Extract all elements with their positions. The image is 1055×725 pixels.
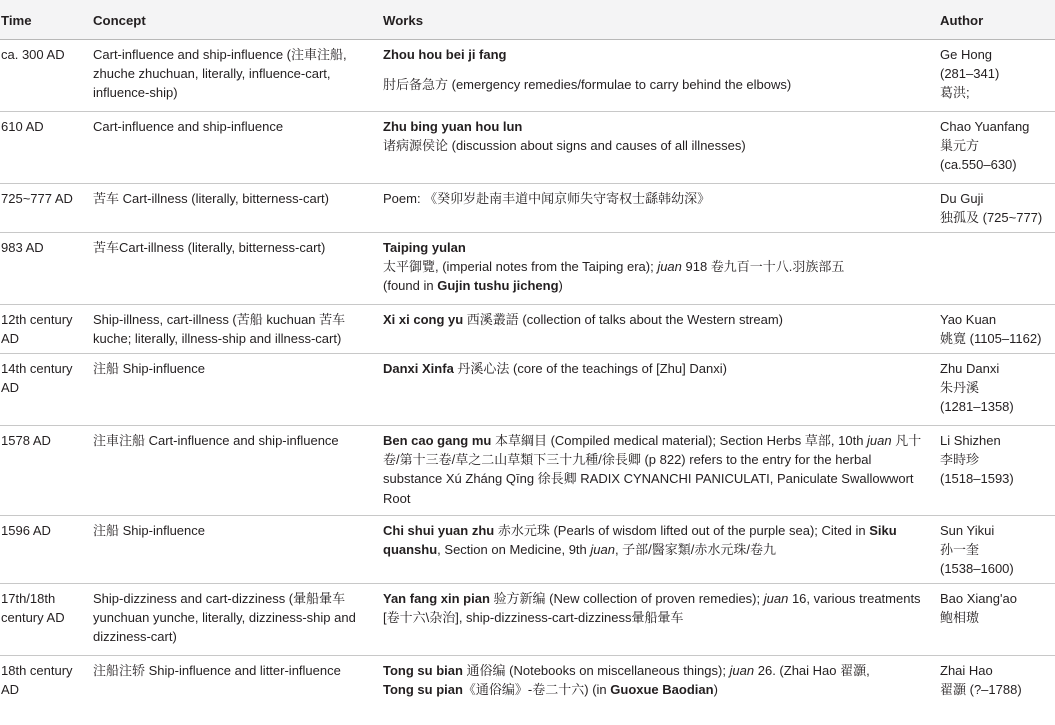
work-desc-part: 验方新编 (New collection of proven remedies); bbox=[489, 590, 764, 606]
cell-concept: Cart-influence and ship-influence bbox=[85, 112, 375, 184]
work-desc: 西溪叢語 (collection of talks about the Western stream) bbox=[463, 312, 784, 327]
cell-works bbox=[375, 516, 932, 584]
work-desc-part: 太平御覽, (imperial notes from the Taiping era); bbox=[383, 259, 658, 275]
cell-concept: 注船注轿 Ship-influence and litter-influence bbox=[93, 662, 341, 678]
author-name: Bao Xiang'ao bbox=[940, 590, 1017, 606]
cell-author bbox=[932, 583, 1055, 655]
table-header bbox=[0, 0, 1055, 40]
work-line bbox=[383, 680, 924, 699]
work-desc bbox=[383, 257, 924, 276]
cell-concept: Ship-illness, cart-illness (苦船 kuchuan 苦车 kuche; literally, illness-ship and illness-cart) bbox=[85, 305, 375, 354]
work-title: Ben cao gang mu bbox=[383, 433, 492, 448]
work-ref: Gujin tushu jicheng bbox=[437, 278, 559, 294]
table-row bbox=[0, 516, 1055, 584]
work-juan: juan bbox=[763, 590, 789, 606]
table-row bbox=[0, 184, 1055, 233]
cell-author bbox=[932, 40, 1055, 112]
cell-time: 1578 AD bbox=[0, 426, 85, 516]
header-author: Author bbox=[932, 0, 1055, 40]
header-works: Works bbox=[375, 0, 932, 40]
cell-works: Poem: 《癸卯岁赴南丰道中闻京师失守寄权士繇韩幼深》 bbox=[375, 184, 932, 233]
cell-author bbox=[932, 426, 1055, 516]
author-chinese: 朱丹溪 bbox=[940, 380, 980, 396]
author-name: Sun Yikui bbox=[940, 523, 995, 538]
table-row bbox=[0, 583, 1055, 655]
table-row bbox=[0, 112, 1055, 184]
author-chinese: 李時珍 bbox=[940, 452, 980, 468]
cell-works bbox=[375, 354, 932, 426]
author-chinese: 孙一奎 bbox=[940, 542, 980, 558]
work-desc-part: 凡十卷/第十三卷/草之二山草類下三十九種/徐長卿 (p 822) refers to the entry for the herbal substance Xú Zháng Qīng 徐長卿 RADIX CYNANCHI PANICULATI, Paniculate Swallowwort Root bbox=[383, 433, 922, 506]
cell-author bbox=[932, 305, 1055, 354]
cell-concept: 注船 Ship-influence bbox=[85, 354, 375, 426]
cell-time: 18th century AD bbox=[1, 662, 73, 697]
author-dates: (281–341) bbox=[940, 66, 1000, 82]
cell-concept: 苦车Cart-illness (literally, bitterness-cart) bbox=[85, 233, 375, 305]
author-name: Ge Hong bbox=[940, 47, 993, 62]
author-chinese: 巢元方 bbox=[940, 138, 980, 154]
work-desc-part: 918 卷九百一十八.羽族部五 bbox=[681, 259, 845, 275]
author-name: Zhu Danxi bbox=[940, 361, 1000, 376]
work-desc: 丹溪心法 (core of the teachings of [Zhu] Danxi) bbox=[453, 361, 727, 376]
header-time: Time bbox=[0, 0, 85, 40]
cell-time: 17th/18th century AD bbox=[0, 583, 85, 655]
work-title: Yan fang xin pian bbox=[383, 590, 490, 606]
cell-time: 1596 AD bbox=[0, 516, 85, 584]
work-desc-part: , Section on Medicine, 9th bbox=[437, 542, 591, 558]
cell-time: 983 AD bbox=[0, 233, 85, 305]
work-desc-part: ) bbox=[558, 278, 563, 294]
cell-concept: 注船 Ship-influence bbox=[85, 516, 375, 584]
author-name: Yao Kuan bbox=[940, 312, 997, 327]
work-title: Danxi Xinfa bbox=[383, 361, 454, 376]
cell-time: ca. 300 AD bbox=[0, 40, 85, 112]
cell-author bbox=[932, 184, 1055, 233]
work-desc-part: ) bbox=[713, 681, 718, 697]
work-title: Taiping yulan bbox=[383, 240, 466, 255]
cell-author bbox=[932, 516, 1055, 584]
author-chinese: 独孤及 (725~777) bbox=[940, 210, 1043, 226]
work-ref: Guoxue Baodian bbox=[610, 681, 714, 697]
author-chinese: 姚寛 (1105–1162) bbox=[940, 331, 1042, 347]
header-row bbox=[0, 0, 1055, 40]
cell-author bbox=[932, 233, 1055, 305]
table-body bbox=[0, 40, 1055, 704]
cell-works bbox=[375, 583, 932, 655]
cell-author bbox=[932, 112, 1055, 184]
cell-works bbox=[375, 305, 932, 354]
work-juan: juan bbox=[867, 433, 892, 448]
cell-concept: 注車注船 Cart-influence and ship-influence bbox=[85, 426, 375, 516]
work-title: Xi xi cong yu bbox=[383, 312, 464, 327]
work-desc: 诸病源侯论 (discussion about signs and causes of all illnesses) bbox=[383, 138, 746, 154]
cell-works bbox=[375, 112, 932, 184]
work-line bbox=[383, 661, 924, 680]
cell-concept: Ship-dizziness and cart-dizziness (暈船暈车 yunchuan yunche, literally, dizziness-ship and dizziness-cart) bbox=[85, 583, 375, 655]
work-juan: juan bbox=[657, 259, 682, 275]
work-juan: juan bbox=[729, 662, 755, 678]
author-chinese: 鲍相璈 bbox=[940, 609, 980, 625]
header-concept: Concept bbox=[85, 0, 375, 40]
cell-works bbox=[375, 655, 932, 703]
author-name: Du Guji bbox=[940, 191, 984, 206]
table-row bbox=[0, 354, 1055, 426]
cell-author bbox=[932, 655, 1055, 703]
author-dates: (1281–1358) bbox=[940, 399, 1014, 415]
work-juan: juan bbox=[590, 542, 615, 558]
cell-works bbox=[375, 426, 932, 516]
work-ref: Siku quanshu bbox=[383, 523, 897, 558]
work-source bbox=[383, 276, 924, 295]
table-row bbox=[0, 40, 1055, 112]
work-title: Tong su bian bbox=[383, 662, 463, 678]
work-desc-part: (found in bbox=[383, 278, 438, 294]
author-dates: (1538–1600) bbox=[940, 561, 1014, 577]
cell-concept: Cart-influence and ship-influence (注車注船, zhuche zhuchuan, literally, influence-cart, influence-ship) bbox=[85, 40, 375, 112]
author-chinese: 葛洪; bbox=[940, 85, 970, 101]
work-desc: 肘后备急方 (emergency remedies/formulae to carry behind the elbows) bbox=[383, 77, 792, 93]
author-name: Zhai Hao bbox=[940, 662, 993, 678]
work-title: Zhu bing yuan hou lun bbox=[383, 119, 523, 134]
author-name: Chao Yuanfang bbox=[940, 119, 1030, 134]
work-desc-part: 赤水元珠 (Pearls of wisdom lifted out of the purple sea); Cited in bbox=[494, 523, 870, 538]
work-title-alt: Tong su pian bbox=[383, 681, 463, 697]
work-title: Chi shui yuan zhu bbox=[383, 523, 495, 538]
cell-concept: 苦车 Cart-illness (literally, bitterness-cart) bbox=[85, 184, 375, 233]
cell-time: 610 AD bbox=[0, 112, 85, 184]
work-desc-part: 《通俗编》-卷二十六) (in bbox=[462, 681, 611, 697]
work-desc-part: 16, various treatments [卷十六\杂治], ship-dizziness-cart-dizziness暈船暈车 bbox=[383, 590, 921, 625]
author-chinese: 翟灝 (?–1788) bbox=[940, 681, 1022, 697]
cell-works bbox=[375, 40, 932, 112]
cell-time: 725~777 AD bbox=[0, 184, 85, 233]
work-desc-part: 通俗编 (Notebooks on miscellaneous things); bbox=[462, 662, 730, 678]
cell-time: 12th century AD bbox=[0, 305, 85, 354]
author-dates: (1518–1593) bbox=[940, 471, 1014, 487]
table-row bbox=[0, 305, 1055, 354]
work-desc-part: 26. (Zhai Hao 翟灝, bbox=[754, 662, 870, 678]
work-title: Zhou hou bei ji fang bbox=[383, 47, 507, 62]
table-row bbox=[0, 233, 1055, 305]
cell-works bbox=[375, 233, 932, 305]
cell-time: 14th century AD bbox=[0, 354, 85, 426]
work-desc-part: , 子部/醫家類/赤水元珠/卷九 bbox=[614, 542, 777, 558]
cell-author bbox=[932, 354, 1055, 426]
work-desc-part: 本草綱目 (Compiled medical material); Section Herbs 草部, 10th bbox=[491, 433, 868, 448]
author-dates: (ca.550–630) bbox=[940, 157, 1017, 173]
author-name: Li Shizhen bbox=[940, 433, 1001, 448]
table-row bbox=[0, 426, 1055, 516]
table-row bbox=[0, 655, 1055, 703]
